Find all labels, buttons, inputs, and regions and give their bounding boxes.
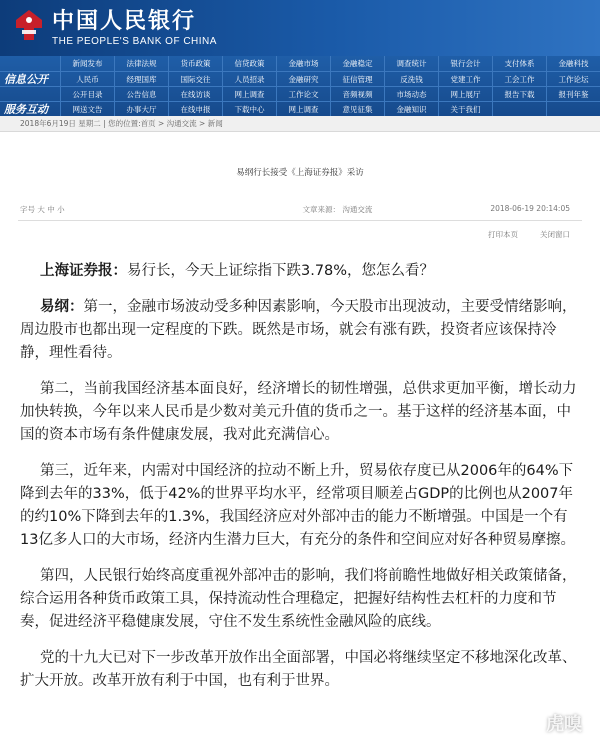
nav-item[interactable]: 调查统计 (384, 56, 438, 71)
article-body (0, 260, 600, 693)
brand[interactable] (52, 9, 217, 47)
nav-item[interactable]: 征信管理 (330, 72, 384, 86)
site-banner (0, 0, 600, 56)
nav-item[interactable]: 工会工作 (492, 72, 546, 86)
paragraph (20, 296, 580, 365)
nav-item[interactable]: 报刊年鉴 (546, 87, 600, 101)
nav-item[interactable]: 公开目录 (60, 87, 114, 101)
nav-items-row-3 (60, 87, 600, 101)
nav-section-label-info: 信息公开 (4, 73, 48, 86)
paragraph-text: 第一，金融市场波动受多种因素影响，今天股市出现波动，主要受情绪影响，周边股市也都出现一定程度的下跌。既然是市场，就会有涨有跌，投资者应该保持冷静，理性看待。 (20, 299, 577, 361)
speaker: 上海证券报： (40, 263, 127, 279)
nav-item[interactable]: 工作论坛 (546, 72, 600, 86)
speaker: 易纲： (40, 299, 84, 315)
nav-item[interactable]: 货币政策 (168, 56, 222, 71)
nav-item[interactable]: 银行会计 (438, 56, 492, 71)
nav-item[interactable]: 人民币 (60, 72, 114, 86)
nav-items-row-2 (60, 72, 600, 86)
close-window-link[interactable]: 关闭窗口 (540, 230, 570, 239)
nav-item[interactable]: 支付体系 (492, 56, 546, 71)
nav-item[interactable]: 工作论文 (276, 87, 330, 101)
nav-row-3 (0, 86, 600, 101)
nav-row-4 (0, 101, 600, 116)
nav-item[interactable]: 反洗钱 (384, 72, 438, 86)
paragraph (20, 260, 580, 283)
nav-row-1 (0, 56, 600, 71)
brand-name-en: THE PEOPLE'S BANK OF CHINA (52, 36, 217, 47)
main-nav (0, 56, 600, 116)
nav-item[interactable]: 金融科技 (546, 56, 600, 71)
nav-item[interactable]: 党建工作 (438, 72, 492, 86)
nav-item[interactable]: 下载中心 (222, 102, 276, 116)
article-actions (0, 229, 600, 240)
nav-item[interactable]: 网送文告 (60, 102, 114, 116)
meta-divider (18, 220, 582, 221)
paragraph-text: 第二，当前我国经济基本面良好，经济增长的韧性增强，总供求更加平衡，增长动力加快转换，今年以来人民币是少数对美元升值的货币之一。基于这样的经济基本面，中国的资本市场有条件健康发展，我对此充满信心。 (20, 381, 577, 443)
paragraph-text: 易行长，今天上证综指下跌3.78%，您怎么看？ (127, 263, 435, 279)
nav-item[interactable]: 经理国库 (114, 72, 168, 86)
nav-item[interactable]: 网上调查 (222, 87, 276, 101)
nav-item[interactable]: 网上展厅 (438, 87, 492, 101)
nav-item[interactable]: 办事大厅 (114, 102, 168, 116)
nav-item[interactable]: 在线访谈 (168, 87, 222, 101)
nav-item[interactable]: 公告信息 (114, 87, 168, 101)
nav-item[interactable]: 新闻发布 (60, 56, 114, 71)
nav-item[interactable]: 金融知识 (384, 102, 438, 116)
paragraph (20, 565, 580, 634)
breadcrumb: 2018年6月19日 星期二 | 您的位置:首页 > 沟通交流 > 新闻 (0, 116, 600, 132)
pboc-logo-icon[interactable] (8, 6, 50, 48)
paragraph-text: 第四，人民银行始终高度重视外部冲击的影响，我们将前瞻性地做好相关政策储备，综合运用各种货币政策工具，保持流动性合理稳定，把握好结构性去杠杆的力度和节奏，促进经济平稳健康发展，守住不发生系统性金融风险的底线。 (20, 568, 577, 630)
paragraph-text: 第三，近年来，内需对中国经济的拉动不断上升，贸易依存度已从2006年的64%下降到去年的33%，低于42%的世界平均水平，经常项目顺差占GDP的比例也从2007年的约10%下降到去年的1.3%，我国经济应对外部冲击的能力不断增强。中国是一个有13亿多人口的大市场，经济内生潜力巨大，有充分的条件和空间应对好各种贸易摩擦。 (20, 463, 575, 548)
nav-item (492, 102, 546, 116)
nav-item[interactable]: 金融研究 (276, 72, 330, 86)
nav-item[interactable]: 金融市场 (276, 56, 330, 71)
nav-item[interactable]: 人员招录 (222, 72, 276, 86)
article-source: 文章来源： 沟通交流 (302, 205, 373, 214)
watermark: 虎嗅 (546, 714, 582, 735)
paragraph-text: 党的十九大已对下一步改革开放作出全面部署，中国必将继续坚定不移地深化改革、扩大开放。改革开放有利于中国，也有利于世界。 (20, 650, 577, 689)
article-datetime: 2018-06-19 20:14:05 (490, 204, 570, 213)
paragraph (20, 460, 580, 552)
nav-item[interactable]: 音频视频 (330, 87, 384, 101)
article-title: 易纲行长接受《上海证券报》采访 (236, 168, 364, 178)
nav-item[interactable]: 国际交往 (168, 72, 222, 86)
nav-item[interactable]: 法律法规 (114, 56, 168, 71)
nav-item[interactable]: 网上调查 (276, 102, 330, 116)
print-link[interactable]: 打印本页 (488, 230, 518, 239)
nav-item[interactable]: 报告下载 (492, 87, 546, 101)
brand-name-cn: 中国人民银行 (52, 8, 197, 34)
nav-section-label-service: 服务互动 (4, 103, 48, 116)
nav-item[interactable]: 在线申报 (168, 102, 222, 116)
nav-item[interactable]: 市场动态 (384, 87, 438, 101)
nav-item[interactable]: 关于我们 (438, 102, 492, 116)
article-meta (0, 204, 600, 216)
nav-item (546, 102, 600, 116)
nav-items-row-1 (60, 56, 600, 71)
font-size-control[interactable]: 字号 大 中 小 (20, 205, 65, 214)
nav-items-row-4 (60, 102, 600, 116)
nav-row-2 (0, 71, 600, 86)
paragraph (20, 647, 580, 693)
nav-item[interactable]: 意见征集 (330, 102, 384, 116)
paragraph (20, 378, 580, 447)
nav-item[interactable]: 信贷政策 (222, 56, 276, 71)
nav-item[interactable]: 金融稳定 (330, 56, 384, 71)
